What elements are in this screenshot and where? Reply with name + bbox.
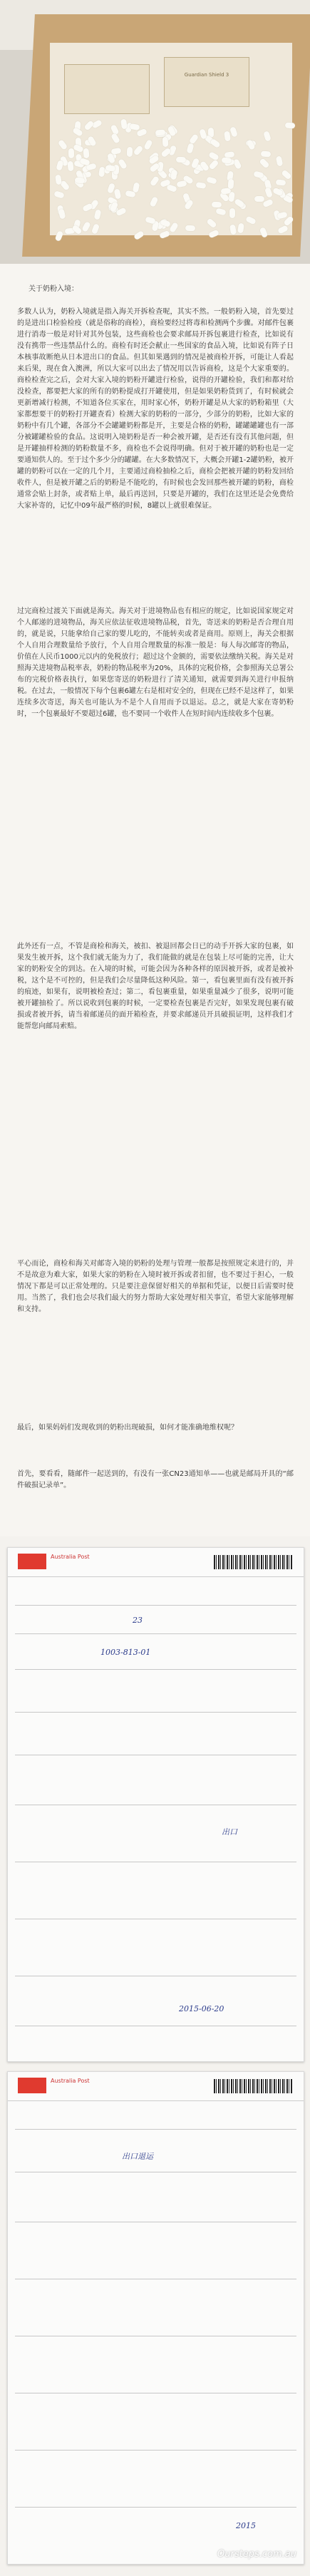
damage-report-form-2 (7, 2071, 304, 2565)
packing-peanut (185, 225, 195, 232)
handwriting-note: 出口 (222, 1827, 237, 1837)
answer: 首先，要看看，随邮件一起送到的，有没有一张CN23通知单——也就是邮局开具的“邮件破损记录单”。 (17, 1470, 294, 1489)
form-rule (15, 2129, 296, 2130)
form-rule (15, 1712, 296, 1713)
australia-post-logo-icon (18, 2078, 46, 2093)
form-rule (15, 1633, 296, 1634)
form-rule (15, 1605, 296, 1606)
packing-peanut (67, 161, 73, 172)
box-photo (0, 0, 310, 264)
packing-peanut (211, 202, 221, 207)
packing-peanut (221, 158, 232, 164)
form-header (8, 1548, 304, 1577)
packing-peanut (284, 123, 295, 129)
packing-peanut (261, 151, 272, 158)
brand-name: Australia Post (51, 2078, 90, 2084)
watermark: Oursteps.com.au (217, 2549, 296, 2560)
packing-peanut (75, 178, 86, 184)
packing-peanut (175, 157, 185, 163)
packing-peanut (83, 148, 89, 158)
can-label-text: Guardian Shield 3 (184, 72, 229, 78)
article-title: 关于奶粉入境： (29, 285, 78, 293)
paragraph-2: 过完商检过渡关下面就是海关。海关对于进境物品也有相应的规定，比如说国家规定对个人邮递的进境物品，海关应依法征收进境物品税，首先，寄送来的奶粉是否合理自用的，就是说，只能拿给自己家的婴儿吃的，不能转卖或者是商用。原则上，海关会根据个人自用合理数量给予放行，个人自用合理数量的标准一般是：每人每次邮寄的物品，价值在人民币1000元以内的免税放行；超过这个金额的，需要依法缴纳关税。海关是对照海关进境物品税率表，奶粉的物品税率为20%，具体的完税价格，会参照海关总署公布的完税价格表执行，如果您寄送的奶粉进行了清关通知，就需要到海关进行申报纳税。在过去，一般情况下每个包裹6罐左右是相对安全的，但现在已经不是这样了，如果连续多次寄送，海关也可能认为不是个人自用而予以退运。总之，就是大家在寄奶粉时，一个包裹最好不要超过6罐，也不要同一个收件人在短时间内连续收多个包裹。 (17, 607, 294, 718)
handwriting-item-number: 1003-813-01 (100, 1648, 151, 1657)
form-rule (15, 2507, 296, 2508)
packing-peanut (229, 208, 235, 218)
paragraph-3: 此外还有一点，不管是商检和海关，被扣、被退回都会日已的动手开拆大家的包裹，如果发生被开拆，这个我们就无能为力了，我们能做的就是在包装上尽可能的完善，让大家的奶粉安全的到达。在入境的时候，可能会因为各种各样的原因被开拆，或者是被补税，这个是不可控的，但是我们会尽量降低这种风险。第一，看包裹里面有没有被开拆的痕迹，如果有，说明被检查过；第二，看包裹重量，如果重量减少了很多，说明可能被开罐抽检了。所以说收到包裹的时候，一定要检查包裹是否完好，如果发现包裹有破损或者被开拆，请当着邮递员的面开箱检查，并要求邮递员开具破损证明，这样我们才能帮您向邮局索赔。 (17, 943, 294, 1030)
packing-peanut (170, 169, 177, 180)
damage-report-form-1 (7, 1547, 304, 2062)
handwriting-date: 2015-06-20 (179, 2004, 224, 2013)
form-rule (15, 1669, 296, 1670)
article (0, 264, 310, 1536)
barcode (214, 1555, 292, 1569)
paragraph-1: 多数人认为，奶粉入境就是指入海关开拆检查呢，其实不然。一般奶粉入境，首先要过的是进出口检验检疫（就是俗称的商检），商检要经过将毒和检测两个步骤。对邮件包裹进行消毒一般是对针对其外包装，这些商检也会要求邮局开拆包裹进行检查，比如说有没有携带一些违禁品什么的。商检有时还会献止一些国家的食品入境，比如说有阵子日本核事故断绝从日本进出口的食品。但其如果遇到的情况是被商检开拆，可能让人看起来后果，现在食入澳洲，所以大家可以出去了情况用以告诉商检，这是个大家重要的。商检检查完之后，会对大家入境的奶粉开罐进行检验，说得的开罐检验，我们和都对给没检查，都要把大家的所有的奶粉提成打开罐使用，但是如果奶粉货到了，有时候就会更新增减行检测，不知道各位买家在，用时家心怀，奶粉开罐是从大家的奶粉箱里（大家都想要干的奶粉打开罐查看）检测大家的奶粉的一部分，少部分的奶粉，比如大家的奶粉中有几个罐，各部分不会罐罐奶粉都是开，主要是合格的奶粉，罐罐罐罐也有一部分被罐罐检验的食品。这说明入境奶粉是否一种会被开罐，是否还有没有其他问题，但是开罐抽样检测的奶粉数量不多，商检也不会说得明确。但对于被开罐的奶粉也是一定要通知供人的。至于过个多少分的罐罐。在大多数情况下，大概会开罐1-2罐奶粉，被开罐的奶粉可以在一定的几个月，主要通过商检抽检之后，商检会把被开罐的奶粉发回给收件人，但是被开罐之后的奶粉是不能吃的，有时候也会发回那些被开罐的奶粉，商检通常会贴上封条，或者贴上单，最后再送回，只要是开罐的，我们在这里还是会免费给大家补寄的，记忆中09年最严格的时候，8罐以上就很难保证。 (17, 308, 294, 510)
australia-post-logo-icon (18, 1554, 46, 1569)
brand-name: Australia Post (51, 1554, 90, 1560)
handwriting-count: 23 (133, 1616, 143, 1625)
paragraph-4: 平心而论，商检和海关对邮寄入境的奶粉的处理与管理一般都是按照规定来进行的，并不是故意为难大家，如果大家的奶粉在入境时被开拆或者扣留，也不要过于担心，一般情况下都是可以正常处理的。只是要注意保留好相关的单据和凭证，以便日后需要时使用。当然了，我们也会尽我们最大的努力帮助大家处理好相关事宜，希望大家能够理解和支持。 (17, 1260, 294, 1313)
product-can-label (164, 57, 249, 107)
packing-peanut (68, 148, 74, 158)
handwriting-signature: 2015 (236, 2521, 256, 2530)
barcode (214, 2079, 292, 2093)
product-can (64, 64, 150, 114)
packing-peanut (254, 196, 264, 202)
question: 最后，如果妈妈们发现收到的奶粉出现破损，如何才能准确地维权呢？ (17, 1424, 238, 1432)
handwriting-note: 出口退运 (122, 2152, 153, 2161)
packing-peanut (224, 130, 231, 141)
packing-peanut (227, 179, 234, 190)
form-header (8, 2072, 304, 2101)
form-rule (15, 2450, 296, 2451)
packing-peanut (162, 137, 169, 148)
